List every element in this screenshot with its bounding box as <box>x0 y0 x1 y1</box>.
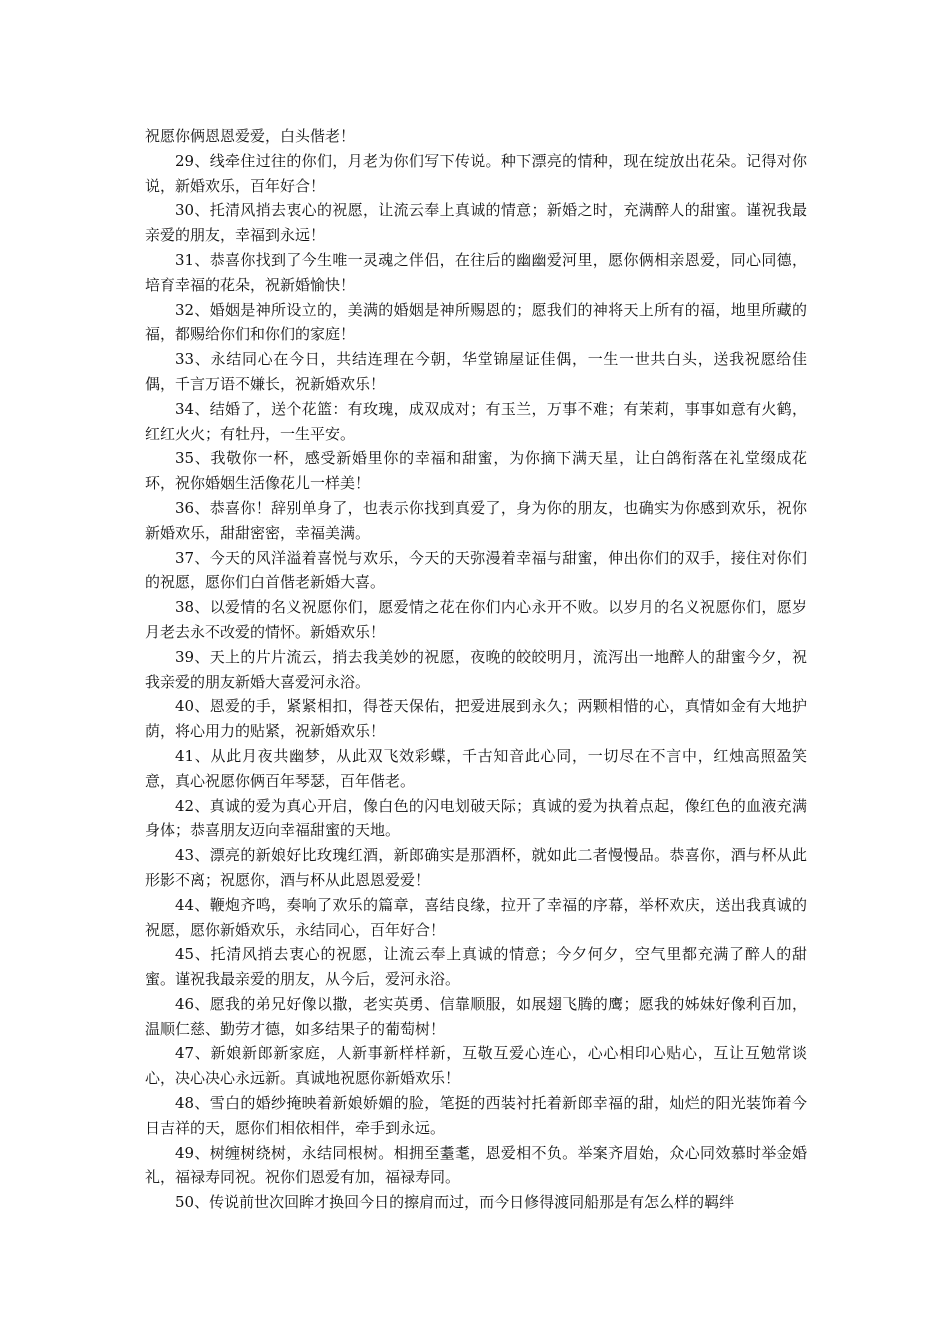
document-page <box>145 124 807 1215</box>
paragraph-47: 47、新娘新郎新家庭，人新事新样样新，互敬互爱心连心，心心相印心贴心，互让互勉常谈心，决心决心永远新。真诚地祝愿你新婚欢乐！ <box>145 1044 807 1088</box>
paragraph-45: 45、托清风捎去衷心的祝愿，让流云奉上真诚的情意；今夕何夕，空气里都充满了醉人的甜蜜。谨祝我最亲爱的朋友，从今后，爱河永浴。 <box>145 945 807 989</box>
paragraph-32: 32、婚姻是神所设立的，美满的婚姻是神所赐恩的；愿我们的神将天上所有的福，地里所藏的福，都赐给你们和你们的家庭！ <box>145 300 807 344</box>
paragraph-31: 31、恭喜你找到了今生唯一灵魂之伴侣，在往后的幽幽爱河里，愿你俩相亲恩爱，同心同德，培育幸福的花朵，祝新婚愉快！ <box>145 250 807 294</box>
paragraph-continued: 祝愿你俩恩恩爱爱，白头偕老！ <box>145 127 356 145</box>
paragraph-38: 38、以爱情的名义祝愿你们，愿爱情之花在你们内心永开不败。以岁月的名义祝愿你们，愿岁月老去永不改爱的情怀。新婚欢乐！ <box>145 598 807 641</box>
paragraph-36: 36、恭喜你！辞别单身了，也表示你找到真爱了，身为你的朋友，也确实为你感到欢乐，祝你新婚欢乐，甜甜密密，幸福美满。 <box>145 498 807 542</box>
paragraph-35: 35、我敬你一杯，感受新婚里你的幸福和甜蜜，为你摘下满天星，让白鸽衔落在礼堂缀成花环，祝你婚姻生活像花儿一样美！ <box>145 449 807 493</box>
paragraph-49: 49、树缠树绕树，永结同根树。相拥至耋耄，恩爱相不负。举案齐眉始，众心同效慕时举金婚礼，福禄寿同祝。祝你们恩爱有加，福禄寿同。 <box>145 1143 807 1187</box>
paragraph-43: 43、漂亮的新娘好比玫瑰红酒，新郎确实是那酒杯，就如此二者慢慢品。恭喜你，酒与杯从此形影不离；祝愿你，酒与杯从此恩恩爱爱！ <box>145 846 807 889</box>
paragraph-48: 48、雪白的婚纱掩映着新娘娇媚的脸，笔挺的西装衬托着新郎幸福的甜，灿烂的阳光装饰着今日吉祥的天，愿你们相依相伴，牵手到永远。 <box>145 1094 807 1137</box>
paragraph-30: 30、托清风捎去衷心的祝愿，让流云奉上真诚的情意；新婚之时，充满醉人的甜蜜。谨祝我最亲爱的朋友，幸福到永远！ <box>145 201 807 245</box>
paragraph-46: 46、愿我的弟兄好像以撒，老实英勇、信靠顺服，如展翅飞腾的鹰；愿我的姊妹好像利百加，温顺仁慈、勤劳才德，如多结果子的葡萄树！ <box>145 994 807 1038</box>
paragraph-42: 42、真诚的爱为真心开启，像白色的闪电划破天际；真诚的爱为执着点起，像红色的血液充满身体；恭喜朋友迈向幸福甜蜜的天地。 <box>145 796 807 840</box>
paragraph-29: 29、线牵住过往的你们，月老为你们写下传说。种下漂亮的情种，现在绽放出花朵。记得对你说，新婚欢乐，百年好合！ <box>145 151 807 195</box>
paragraph-50: 50、传说前世次回眸才换回今日的擦肩而过，而今日修得渡同船那是有怎么样的羁绊 <box>175 1193 735 1212</box>
paragraph-39: 39、天上的片片流云，捎去我美妙的祝愿，夜晚的皎皎明月，流泻出一地醉人的甜蜜今夕，祝我亲爱的朋友新婚大喜爱河永浴。 <box>145 647 807 691</box>
paragraph-34: 34、结婚了，送个花篮：有玫瑰，成双成对；有玉兰，万事不难；有茉莉，事事如意有火鹤，红红火火；有牡丹，一生平安。 <box>145 399 807 443</box>
paragraph-33: 33、永结同心在今日，共结连理在今朝，华堂锦屋证佳偶，一生一世共白头，送我祝愿给佳偶，千言万语不嫌长，祝新婚欢乐！ <box>145 350 807 393</box>
paragraph-40: 40、恩爱的手，紧紧相扣，得苍天保佑，把爱进展到永久；两颗相惜的心，真情如金有大地护荫，将心用力的贴紧，祝新婚欢乐！ <box>145 697 807 741</box>
paragraph-44: 44、鞭炮齐鸣，奏响了欢乐的篇章，喜结良缘，拉开了幸福的序幕，举杯欢庆，送出我真诚的祝愿，愿你新婚欢乐，永结同心，百年好合！ <box>145 895 807 939</box>
paragraph-41: 41、从此月夜共幽梦，从此双飞效彩蝶，千古知音此心同，一切尽在不言中，红烛高照盈笑意，真心祝愿你俩百年琴瑟，百年偕老。 <box>145 746 807 790</box>
paragraph-37: 37、今天的风洋溢着喜悦与欢乐，今天的天弥漫着幸福与甜蜜，伸出你们的双手，接住对你们的祝愿，愿你们白首偕老新婚大喜。 <box>145 548 807 592</box>
